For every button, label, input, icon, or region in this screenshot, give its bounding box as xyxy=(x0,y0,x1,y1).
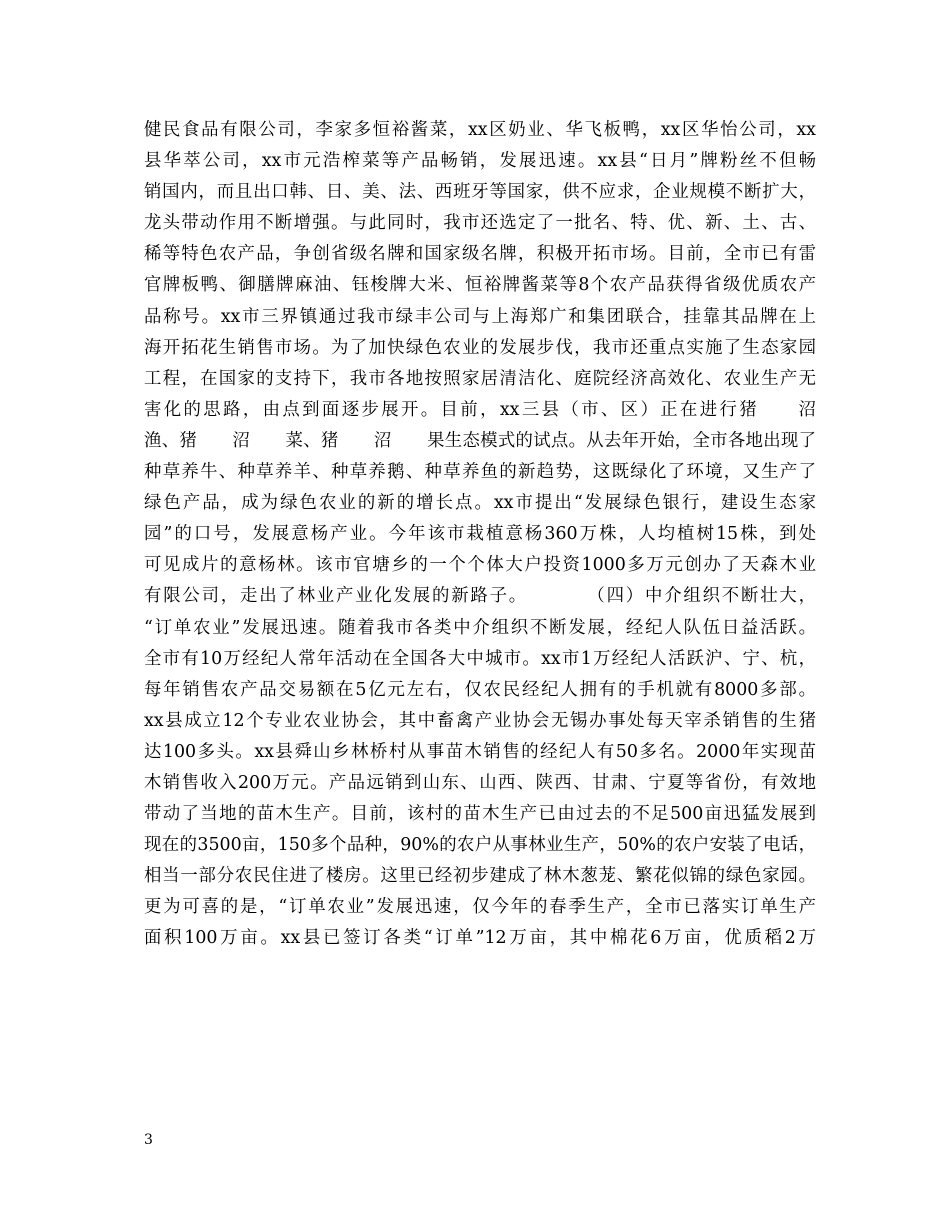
text-line: 相当一部分农民住进了楼房。这里已经初步建成了林木葱茏、繁花似锦的绿色家园。 xyxy=(144,866,816,887)
text-line: 可见成片的意杨林。该市官塘乡的一个个体大户投资1000多万元创办了天森木业 xyxy=(144,555,816,576)
text-line: 销国内，而且出口韩、日、美、法、西班牙等国家，供不应求，企业规模不断扩大， xyxy=(144,182,816,203)
text-line: 渔、猪 沼 菜、猪 沼 果生态模式的试点。从去年开始，全市各地出现了 xyxy=(144,430,816,451)
text-line: “订单农业”发展迅速。随着我市各类中介组织不断发展，经纪人队伍日益活跃。 xyxy=(144,617,816,638)
text-line: 带动了当地的苗木生产。目前，该村的苗木生产已由过去的不足500亩迅猛发展到 xyxy=(144,804,816,825)
text-line: xx县成立12个专业农业协会，其中畜禽产业协会无锡办事处每天宰杀销售的生猪 xyxy=(144,710,816,731)
text-line: 健民食品有限公司，李家多恒裕酱菜，xx区奶业、华飞板鸭，xx区华怡公司，xx xyxy=(144,120,816,140)
text-line: 木销售收入200万元。产品远销到山东、山西、陕西、甘肃、宁夏等省份，有效地 xyxy=(144,772,816,793)
text-line: 海开拓花生销售市场。为了加快绿色农业的发展步伐，我市还重点实施了生态家园 xyxy=(144,337,816,358)
text-line: 龙头带动作用不断增强。与此同时，我市还选定了一批名、特、优、新、土、古、 xyxy=(144,213,816,234)
text-line: 每年销售农产品交易额在5亿元左右，仅农民经纪人拥有的手机就有8000多部。 xyxy=(144,679,816,700)
text-line: 达100多头。xx县舜山乡林桥村从事苗木销售的经纪人有50多名。2000年实现苗 xyxy=(144,741,816,762)
text-line: 面积100万亩。xx县已签订各类“订单”12万亩，其中棉花6万亩，优质稻2万 xyxy=(144,928,816,949)
text-line: 更为可喜的是，“订单农业”发展迅速，仅今年的春季生产，全市已落实订单生产 xyxy=(144,897,816,918)
text-line: 现在的3500亩，150多个品种，90%的农户从事林业生产，50%的农户安装了电话， xyxy=(144,835,816,856)
body-text xyxy=(144,115,816,955)
text-line: 有限公司，走出了林业产业化发展的新路子。 （四）中介组织不断壮大， xyxy=(144,586,816,607)
text-line: 品称号。xx市三界镇通过我市绿丰公司与上海郑广和集团联合，挂靠其品牌在上 xyxy=(144,306,816,327)
text-line: 种草养牛、种草养羊、种草养鹅、种草养鱼的新趋势，这既绿化了环境，又生产了 xyxy=(144,462,816,483)
text-line: 绿色产品，成为绿色农业的新的增长点。xx市提出“发展绿色银行，建设生态家 xyxy=(144,493,816,514)
text-line: 官牌板鸭、御膳牌麻油、钰梭牌大米、恒裕牌酱菜等8个农产品获得省级优质农产 xyxy=(144,275,816,296)
page-number: 3 xyxy=(144,1132,153,1148)
text-line: 稀等特色农产品，争创省级名牌和国家级名牌，积极开拓市场。目前，全市已有雷 xyxy=(144,244,816,265)
text-line: 工程，在国家的支持下，我市各地按照家居清洁化、庭院经济高效化、农业生产无 xyxy=(144,368,816,389)
text-line: 园”的口号，发展意杨产业。今年该市栽植意杨360万株，人均植树15株，到处 xyxy=(144,524,816,545)
text-line: 害化的思路，由点到面逐步展开。目前，xx三县（市、区）正在进行猪 沼 xyxy=(144,399,816,420)
text-line: 全市有10万经纪人常年活动在全国各大中城市。xx市1万经纪人活跃沪、宁、杭， xyxy=(144,648,816,669)
text-line: 县华萃公司，xx市元浩榨菜等产品畅销，发展迅速。xx县“日月”牌粉丝不但畅 xyxy=(144,151,816,172)
